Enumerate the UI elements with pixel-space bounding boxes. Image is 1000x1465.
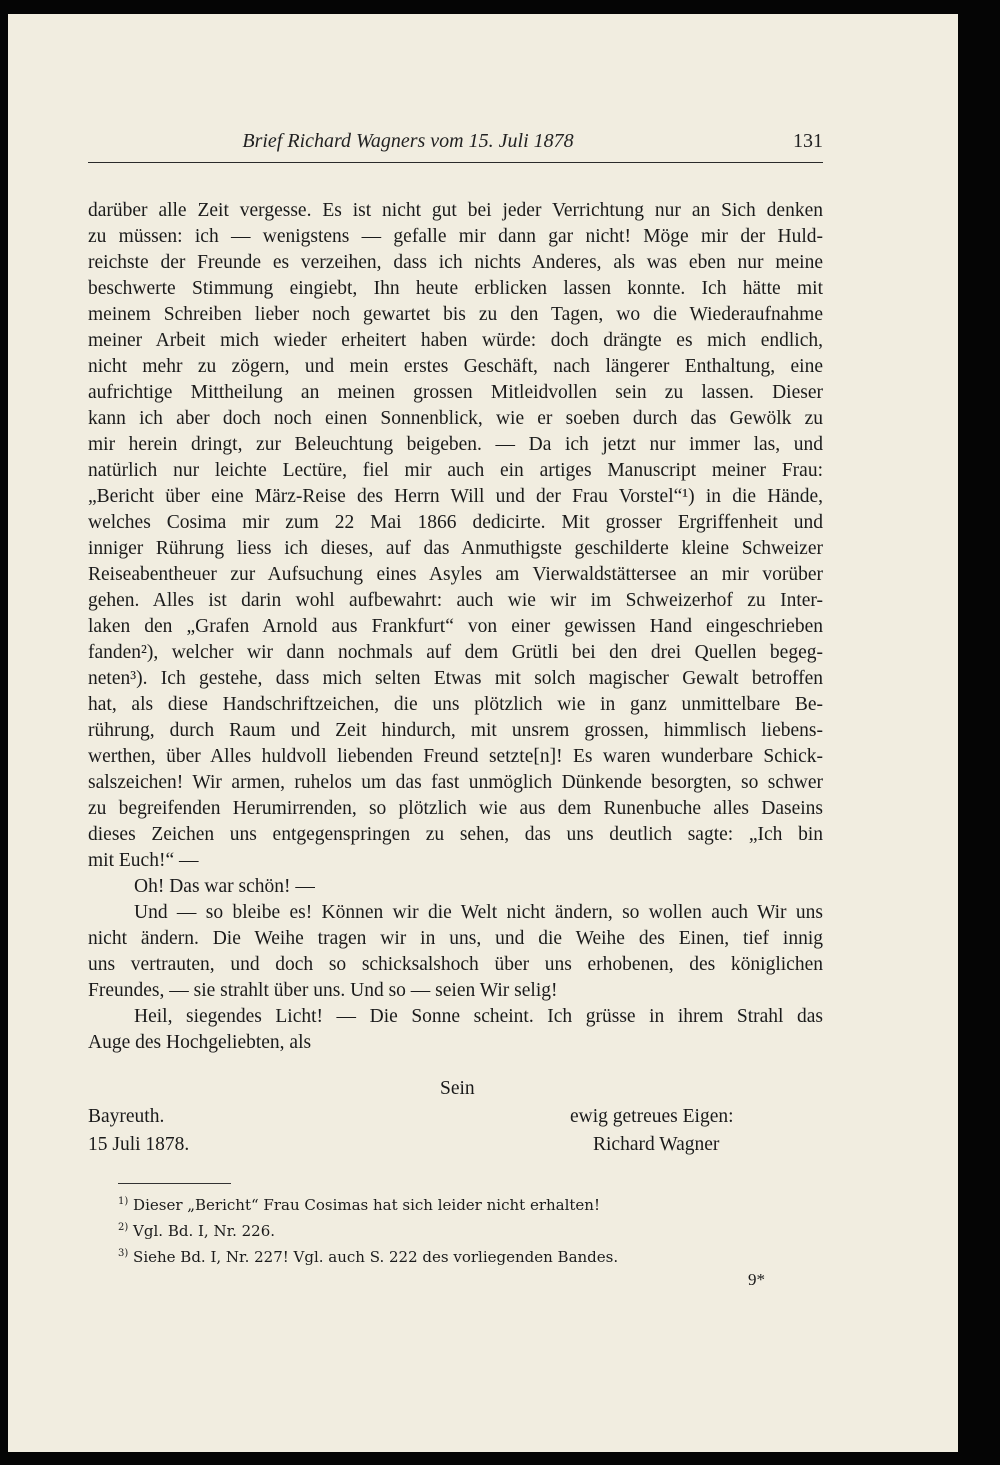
text-line: salszeichen! Wir armen, ruhelos um das fast unmöglich Dünkende besorgten, so schwer (88, 772, 823, 793)
signature-place: Bayreuth. (88, 1106, 165, 1127)
text-line: meiner Arbeit mich wieder erheitert haben würde: doch drängte es mich endlich, (88, 330, 823, 351)
text-line: Und — so bleibe es! Können wir die Welt nicht ändern, so wollen auch Wir uns (134, 902, 823, 923)
text-line: dieses Zeichen uns entgegenspringen zu sehen, das uns deutlich sagte: „Ich bin (88, 824, 823, 845)
footnote-2 (118, 1218, 758, 1244)
text-line: natürlich nur leichte Lectüre, fiel mir auch ein artiges Manuscript meiner Frau: (88, 460, 823, 481)
text-line: aufrichtige Mittheilung an meinen grossen Mitleidvollen sein zu lassen. Dieser (88, 382, 823, 403)
signature-closing: ewig getreues Eigen: (570, 1106, 734, 1127)
footnotes (118, 1192, 758, 1270)
page-number: 131 (793, 130, 823, 152)
text-line: darüber alle Zeit vergesse. Es ist nicht gut bei jeder Verrichtung nur an Sich denken (88, 200, 823, 221)
text-line: rührung, durch Raum und Zeit hindurch, mit unsrem grossen, himmlisch liebens- (88, 720, 823, 741)
footnote-3 (118, 1244, 758, 1270)
footnote-text: Siehe Bd. I, Nr. 227! Vgl. auch S. 222 des vorliegenden Bandes. (133, 1248, 619, 1266)
text-line: kann ich aber doch noch einen Sonnenblick, wie er soeben durch das Gewölk zu (88, 408, 823, 429)
footnote-mark: 3) (118, 1248, 129, 1259)
text-line: Heil, siegendes Licht! — Die Sonne scheint. Ich grüsse in ihrem Strahl das (134, 1006, 823, 1027)
text-line: hat, als diese Handschriftzeichen, die uns plötzlich wie in ganz unmittelbare Be- (88, 694, 823, 715)
text-line: meinem Schreiben lieber noch gewartet bis zu den Tagen, wo die Wiederaufnahme (88, 304, 823, 325)
text-line: welches Cosima mir zum 22 Mai 1866 dedicirte. Mit grosser Ergriffenheit und (88, 512, 823, 533)
paragraph-3 (88, 900, 823, 1004)
signature-name: Richard Wagner (593, 1134, 720, 1155)
signature-mark: 9* (748, 1270, 765, 1289)
letter-body (88, 198, 823, 1056)
text-line: „Bericht über eine März-Reise des Herrn Will und der Frau Vorstel“¹) in die Hände, (88, 486, 823, 507)
text-line: beschwerte Stimmung eingiebt, Ihn heute erblicken lassen konnte. Ich hätte mit (88, 278, 823, 299)
header-title: Brief Richard Wagners vom 15. Juli 1878 (242, 130, 574, 152)
text-line: nicht ändern. Die Weihe tragen wir in uns, und die Weihe des Einen, tief innig (88, 928, 823, 949)
footnote-mark: 1) (118, 1196, 129, 1207)
footnote-1 (118, 1192, 758, 1218)
text-line: werthen, über Alles huldvoll liebenden Freund setzte[n]! Es waren wunderbare Schick- (88, 746, 823, 767)
paragraph-2: Oh! Das war schön! — (134, 876, 315, 897)
text-line: mit Euch!“ — (88, 850, 199, 871)
text-line: reichste der Freunde es verzeihen, dass ich nichts Anderes, als was eben nur meine (88, 252, 823, 273)
text-line: inniger Rührung liess ich dieses, auf das Anmuthigste geschilderte kleine Schweizer (88, 538, 823, 559)
footnote-text: Dieser „Bericht“ Frau Cosimas hat sich leider nicht erhalten! (133, 1196, 600, 1214)
text-line: gehen. Alles ist darin wohl aufbewahrt: auch wie wir im Schweizerhof zu Inter- (88, 590, 823, 611)
text-line: Reiseabentheuer zur Aufsuchung eines Asyles am Vierwaldstättersee an mir vorüber (88, 564, 823, 585)
text-line: Freundes, — sie strahlt über uns. Und so — seien Wir selig! (88, 980, 558, 1001)
signature-date: 15 Juli 1878. (88, 1134, 190, 1155)
text-line: uns vertrauten, und doch so schicksalshoch über uns erhobenen, des königlichen (88, 954, 823, 975)
paragraph-1 (88, 198, 823, 874)
text-line: zu begreifenden Herumirrenden, so plötzlich wie aus dem Runenbuche alles Daseins (88, 798, 823, 819)
text-line: laken den „Grafen Arnold aus Frankfurt“ von einer gewissen Hand eingeschrieben (88, 616, 823, 637)
text-line: fanden²), welcher wir dann nochmals auf dem Grütli bei den drei Quellen begeg- (88, 642, 823, 663)
text-line: neten³). Ich gestehe, dass mich selten Etwas mit solch magischer Gewalt betroffen (88, 668, 823, 689)
paragraph-4 (88, 1004, 823, 1056)
running-header (88, 120, 823, 163)
footnote-mark: 2) (118, 1222, 129, 1233)
footnote-text: Vgl. Bd. I, Nr. 226. (133, 1222, 276, 1240)
signature-sein: Sein (440, 1078, 475, 1099)
footnote-rule (118, 1183, 231, 1184)
text-line: Auge des Hochgeliebten, als (88, 1032, 312, 1053)
text-line: nicht mehr zu zögern, und mein erstes Geschäft, nach längerer Enthaltung, eine (88, 356, 823, 377)
text-line: mir herein dringt, zur Beleuchtung beigeben. — Da ich jetzt nur immer las, und (88, 434, 823, 455)
text-line: zu müssen: ich — wenigstens — gefalle mir dann gar nicht! Möge mir der Huld- (88, 226, 823, 247)
